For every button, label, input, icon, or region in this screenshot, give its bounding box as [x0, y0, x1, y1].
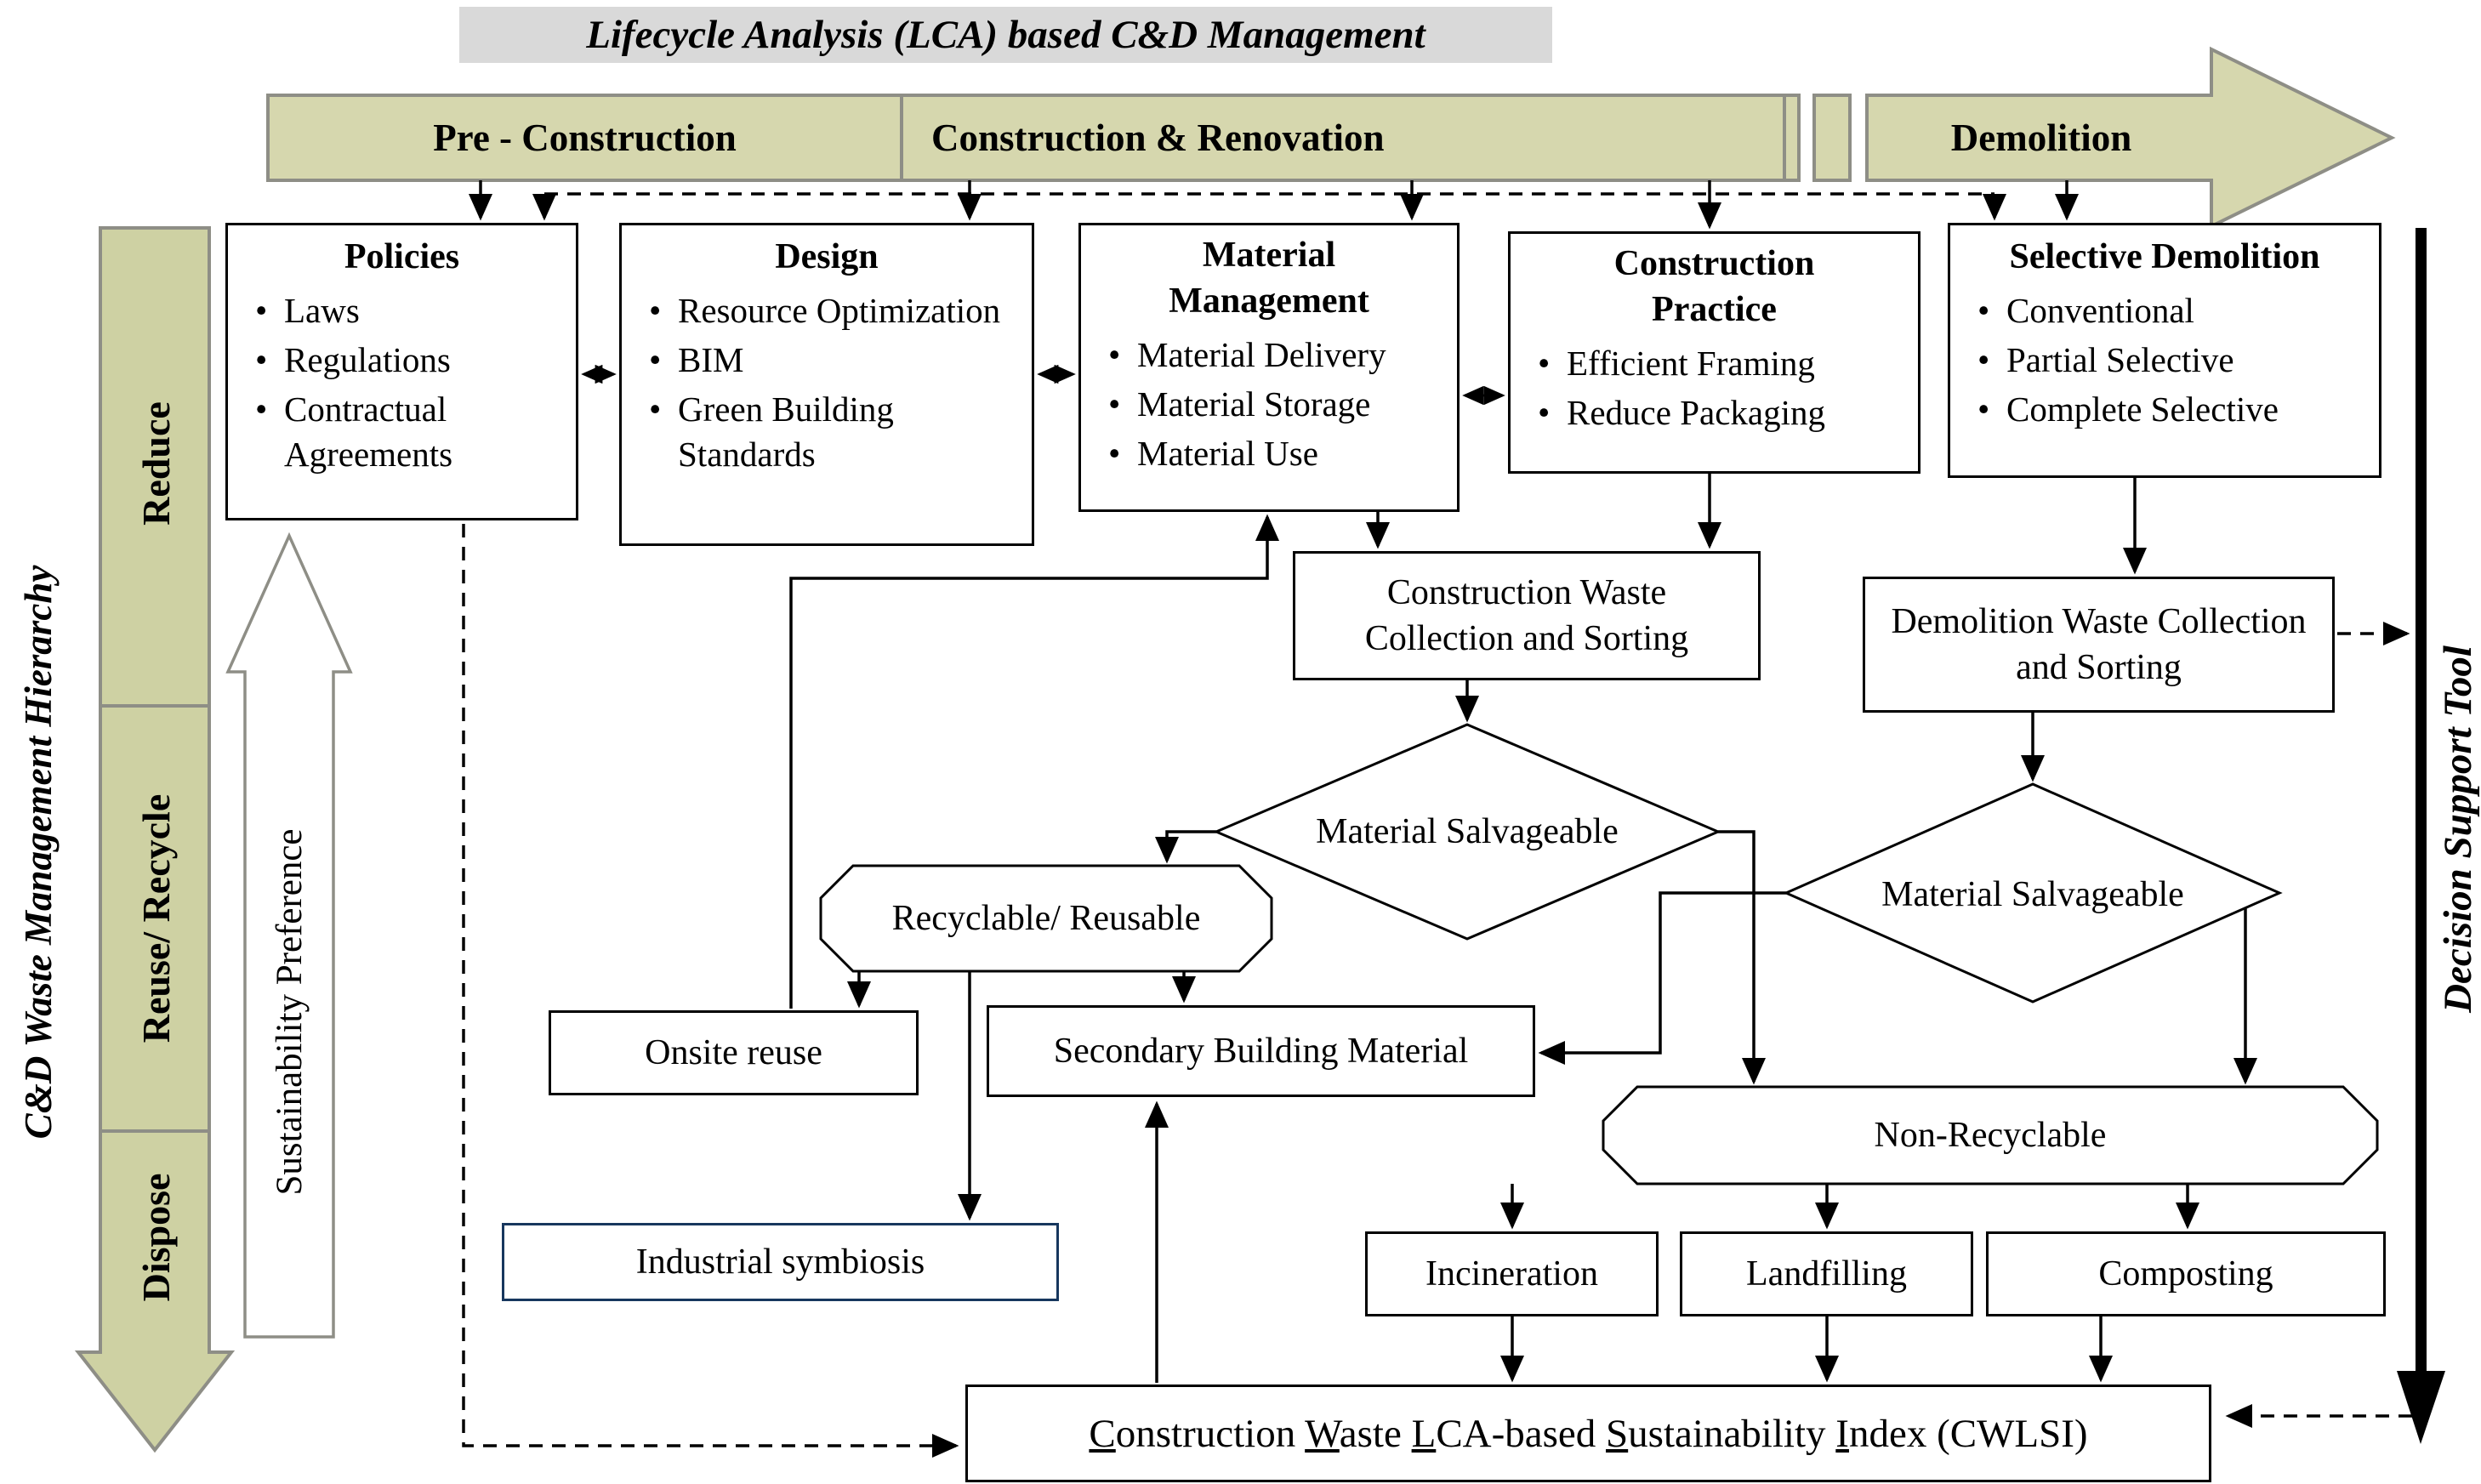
- list-item: • Resource Optimization: [649, 288, 1025, 333]
- landfilling-box: Landfilling: [1680, 1231, 1973, 1316]
- dashed-policies-to-cwlsi: [464, 524, 956, 1446]
- list-item: • Contractual Agreements: [255, 387, 569, 477]
- material-salvageable-demolition-label: Material Salvageable: [1881, 875, 2184, 914]
- list-item: • Material Storage: [1108, 382, 1450, 427]
- selective-demolition-title: Selective Demolition: [2009, 237, 2320, 276]
- construction-waste-sorting-box: Construction Waste Collection and Sorting: [1293, 551, 1761, 680]
- recyclable-reusable-label: Recyclable/ Reusable: [891, 899, 1201, 938]
- design-title: Design: [775, 237, 879, 276]
- list-item: • Conventional: [1977, 288, 2372, 333]
- construction-practice-title: Construction Practice: [1613, 244, 1815, 329]
- cwlsi-box: [965, 1384, 2211, 1482]
- construction-practice-list: [1511, 341, 1918, 435]
- arrow-salvageable2-to-secondary-material: [1541, 893, 1786, 1053]
- hierarchy-level-reuse-recycle: Reuse/ Recycle: [134, 793, 178, 1043]
- list-item: • Laws: [255, 288, 569, 333]
- material-management-title: Material Management: [1169, 236, 1369, 321]
- dst-arrow-shaft: [2416, 228, 2427, 1374]
- policies-list: [228, 288, 576, 477]
- secondary-building-material-box: Secondary Building Material: [987, 1005, 1535, 1097]
- list-item: • Complete Selective: [1977, 387, 2372, 432]
- demolition-waste-sorting-box: Demolition Waste Collection and Sorting: [1863, 577, 2335, 713]
- list-item: • Regulations: [255, 338, 569, 383]
- list-item: • Partial Selective: [1977, 338, 2372, 383]
- onsite-reuse-box: Onsite reuse: [549, 1010, 919, 1095]
- composting-box: Composting: [1986, 1231, 2386, 1316]
- material-management-list: [1081, 333, 1457, 476]
- phase-demolition: Demolition: [1950, 117, 2132, 159]
- phase-construction-renovation: Construction & Renovation: [931, 117, 1385, 159]
- industrial-symbiosis-box: Industrial symbiosis: [502, 1223, 1059, 1301]
- decision-support-tool-label: Decision Support Tool: [2436, 645, 2480, 1013]
- dst-arrowhead: [2397, 1371, 2445, 1444]
- material-management-box: [1078, 223, 1460, 512]
- list-item: • Material Use: [1108, 431, 1450, 476]
- hierarchy-level-dispose: Dispose: [134, 1173, 178, 1302]
- incineration-box: Incineration: [1365, 1231, 1659, 1316]
- material-salvageable-construction-label: Material Salvageable: [1316, 812, 1619, 851]
- policies-box: [225, 223, 578, 520]
- sustainability-preference-label: Sustainability Preference: [269, 828, 310, 1196]
- selective-demolition-box: [1948, 223, 2381, 478]
- cwlsi-label: Construction Waste LCA-based Sustainability Index (CWLSI): [1089, 1411, 2088, 1456]
- design-list: [622, 288, 1032, 477]
- list-item: • Material Delivery: [1108, 333, 1450, 378]
- policies-title: Policies: [344, 237, 460, 276]
- banner-break-strip: [1814, 95, 1850, 180]
- design-box: [619, 223, 1034, 546]
- hierarchy-level-reduce: Reduce: [134, 401, 178, 526]
- waste-hierarchy-label: C&D Waste Management Hierarchy: [17, 565, 60, 1140]
- construction-practice-box: [1508, 231, 1920, 474]
- arrow-salvageable1-to-non-recyclable: [1718, 832, 1754, 1082]
- list-item: • Efficient Framing: [1538, 341, 1911, 386]
- phase-pre-construction: Pre - Construction: [433, 117, 737, 159]
- list-item: • Reduce Packaging: [1538, 390, 1911, 435]
- list-item: • BIM: [649, 338, 1025, 383]
- selective-demolition-list: [1950, 288, 2379, 432]
- list-item: • Green Building Standards: [649, 387, 1025, 477]
- non-recyclable-label: Non-Recyclable: [1874, 1116, 2107, 1155]
- arrow-salvageable1-to-recyclable: [1167, 832, 1216, 861]
- diagram-title: Lifecycle Analysis (LCA) based C&D Management: [459, 7, 1552, 63]
